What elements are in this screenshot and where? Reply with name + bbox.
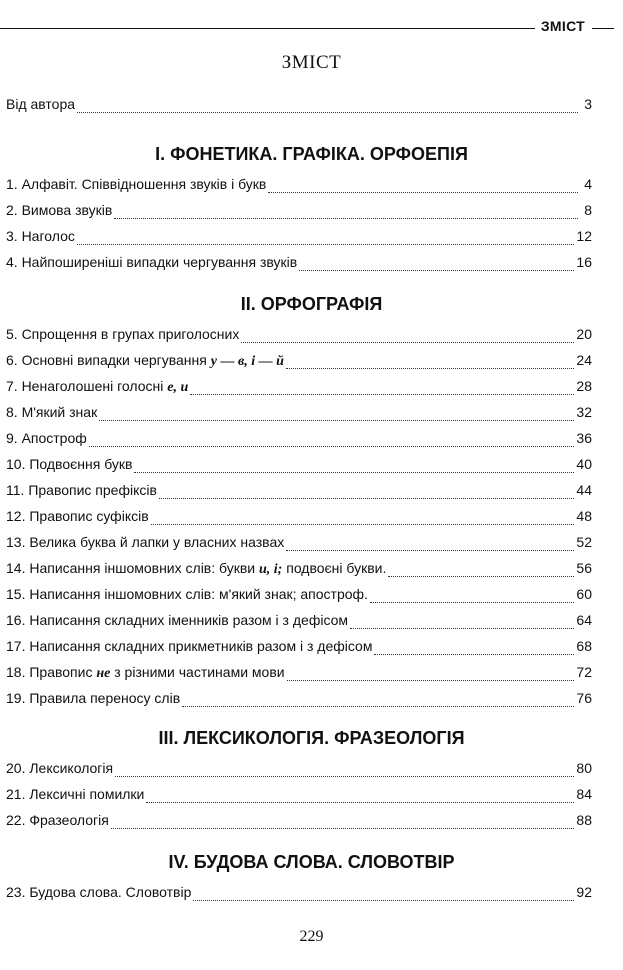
toc-label-emphasis: е, и xyxy=(167,380,189,395)
toc-leader-dots xyxy=(151,524,575,525)
toc-row[interactable] xyxy=(6,812,592,834)
toc-page: 16 xyxy=(576,254,592,270)
toc-row[interactable] xyxy=(6,760,592,782)
toc-row[interactable] xyxy=(6,534,592,556)
running-head xyxy=(0,16,623,38)
toc-label: 10. Подвоєння букв xyxy=(6,456,133,472)
toc-leader-dots xyxy=(134,472,574,473)
toc-label: 15. Написання іншомовних слів: м'який знак; апостроф. xyxy=(6,586,368,602)
toc-page: 28 xyxy=(576,378,592,394)
toc-row[interactable] xyxy=(6,786,592,808)
toc-label: 7. Ненаголошені голосні е, и xyxy=(6,378,189,395)
toc-leader-dots xyxy=(370,602,574,603)
toc-leader-dots xyxy=(146,802,574,803)
toc-leader-dots xyxy=(182,706,574,707)
toc-label: 16. Написання складних іменників разом і з дефісом xyxy=(6,612,349,628)
toc-row[interactable] xyxy=(6,254,592,276)
toc-page: 80 xyxy=(576,760,592,776)
toc-label: Від автора xyxy=(6,96,76,112)
toc-page: 20 xyxy=(576,326,592,342)
toc-row[interactable] xyxy=(6,560,592,582)
toc-leader-dots xyxy=(388,576,574,577)
toc-label: 22. Фразеологія xyxy=(6,812,109,828)
toc-page: 92 xyxy=(576,884,592,900)
toc-page: 52 xyxy=(576,534,592,550)
section-title-2: ІІ. ОРФОГРАФІЯ xyxy=(240,294,383,314)
section-title-4: IV. БУДОВА СЛОВА. СЛОВОТВІР xyxy=(168,852,455,872)
toc-leader-dots xyxy=(350,628,574,629)
toc-page: 3 xyxy=(584,96,592,112)
toc-label: 17. Написання складних прикметників разом і з дефісом xyxy=(6,638,373,654)
section-title-3: ІІІ. ЛЕКСИКОЛОГІЯ. ФРАЗЕОЛОГІЯ xyxy=(158,728,465,748)
toc-label: 1. Алфавіт. Співвідношення звуків і букв xyxy=(6,176,267,192)
toc-row[interactable] xyxy=(6,202,592,224)
toc-page: 4 xyxy=(584,176,592,192)
toc-page: 56 xyxy=(576,560,592,576)
toc-page: 60 xyxy=(576,586,592,602)
toc-row[interactable] xyxy=(6,482,592,504)
toc-leader-dots xyxy=(115,776,574,777)
toc-page: 68 xyxy=(576,638,592,654)
page-title: ЗМІСТ xyxy=(281,52,342,73)
toc-row[interactable] xyxy=(6,176,592,198)
toc-label-emphasis: и, і; xyxy=(259,562,283,577)
toc-row[interactable] xyxy=(6,612,592,634)
toc-row[interactable] xyxy=(6,586,592,608)
toc-row-intro[interactable] xyxy=(6,96,592,118)
toc-leader-dots xyxy=(77,112,578,113)
toc-row[interactable] xyxy=(6,456,592,478)
toc-label: 8. М'який знак xyxy=(6,404,98,420)
toc-leader-dots xyxy=(190,394,574,395)
running-head-rule xyxy=(0,28,535,29)
toc-label: 9. Апостроф xyxy=(6,430,87,446)
toc-leader-dots xyxy=(89,446,575,447)
toc-row[interactable] xyxy=(6,378,592,400)
toc-label: 23. Будова слова. Словотвір xyxy=(6,884,192,900)
toc-label-emphasis: не xyxy=(96,666,111,681)
toc-leader-dots xyxy=(374,654,574,655)
toc-row[interactable] xyxy=(6,228,592,250)
toc-leader-dots xyxy=(268,192,578,193)
toc-leader-dots xyxy=(111,828,575,829)
toc-row[interactable] xyxy=(6,638,592,660)
toc-leader-dots xyxy=(299,270,574,271)
running-head-rule-tail xyxy=(592,28,614,29)
toc-leader-dots xyxy=(241,342,574,343)
toc-label: 14. Написання іншомовних слів: букви и, і; подвоєні букви. xyxy=(6,560,387,577)
toc-page: 64 xyxy=(576,612,592,628)
toc-label: 12. Правопис суфіксів xyxy=(6,508,149,524)
toc-row[interactable] xyxy=(6,430,592,452)
toc-label: 5. Спрощення в групах приголосних xyxy=(6,326,240,342)
toc-page: 48 xyxy=(576,508,592,524)
toc-label: 2. Вимова звуків xyxy=(6,202,113,218)
toc-label: 4. Найпоширеніші випадки чергування звуків xyxy=(6,254,298,270)
toc-page: 8 xyxy=(584,202,592,218)
toc-page: 40 xyxy=(576,456,592,472)
toc-row[interactable] xyxy=(6,404,592,426)
toc-leader-dots xyxy=(77,244,575,245)
toc-leader-dots xyxy=(193,900,574,901)
toc-label: 6. Основні випадки чергування у — в, і — й xyxy=(6,352,284,369)
toc-page: 36 xyxy=(576,430,592,446)
toc-page: 24 xyxy=(576,352,592,368)
toc-row[interactable] xyxy=(6,508,592,530)
toc-label: 18. Правопис не з різними частинами мови xyxy=(6,664,285,681)
section-title-1: І. ФОНЕТИКА. ГРАФІКА. ОРФОЕПІЯ xyxy=(155,144,468,164)
toc-label: 3. Наголос xyxy=(6,228,75,244)
toc-page: 44 xyxy=(576,482,592,498)
toc-label: 20. Лексикологія xyxy=(6,760,114,776)
toc-page: 72 xyxy=(576,664,592,680)
toc-page: 76 xyxy=(576,690,592,706)
toc-label: 21. Лексичні помилки xyxy=(6,786,145,802)
toc-page: 32 xyxy=(576,404,592,420)
toc-row[interactable] xyxy=(6,352,592,374)
toc-label: 19. Правила переносу слів xyxy=(6,690,181,706)
toc-row[interactable] xyxy=(6,326,592,348)
toc-leader-dots xyxy=(159,498,575,499)
toc-leader-dots xyxy=(114,218,578,219)
toc-leader-dots xyxy=(286,368,575,369)
toc-leader-dots xyxy=(99,420,574,421)
toc-row[interactable] xyxy=(6,664,592,686)
toc-row[interactable] xyxy=(6,690,592,712)
toc-label: 11. Правопис префіксів xyxy=(6,482,157,498)
toc-page: 88 xyxy=(576,812,592,828)
toc-label-emphasis: у — в, і — й xyxy=(210,354,284,369)
page-number: 229 xyxy=(299,928,324,945)
toc-leader-dots xyxy=(287,680,575,681)
toc-leader-dots xyxy=(286,550,574,551)
running-head-text: ЗМІСТ xyxy=(538,18,588,34)
toc-page: 12 xyxy=(576,228,592,244)
toc-label: 13. Велика буква й лапки у власних назвах xyxy=(6,534,285,550)
toc-row[interactable] xyxy=(6,884,592,906)
toc-page: 84 xyxy=(576,786,592,802)
